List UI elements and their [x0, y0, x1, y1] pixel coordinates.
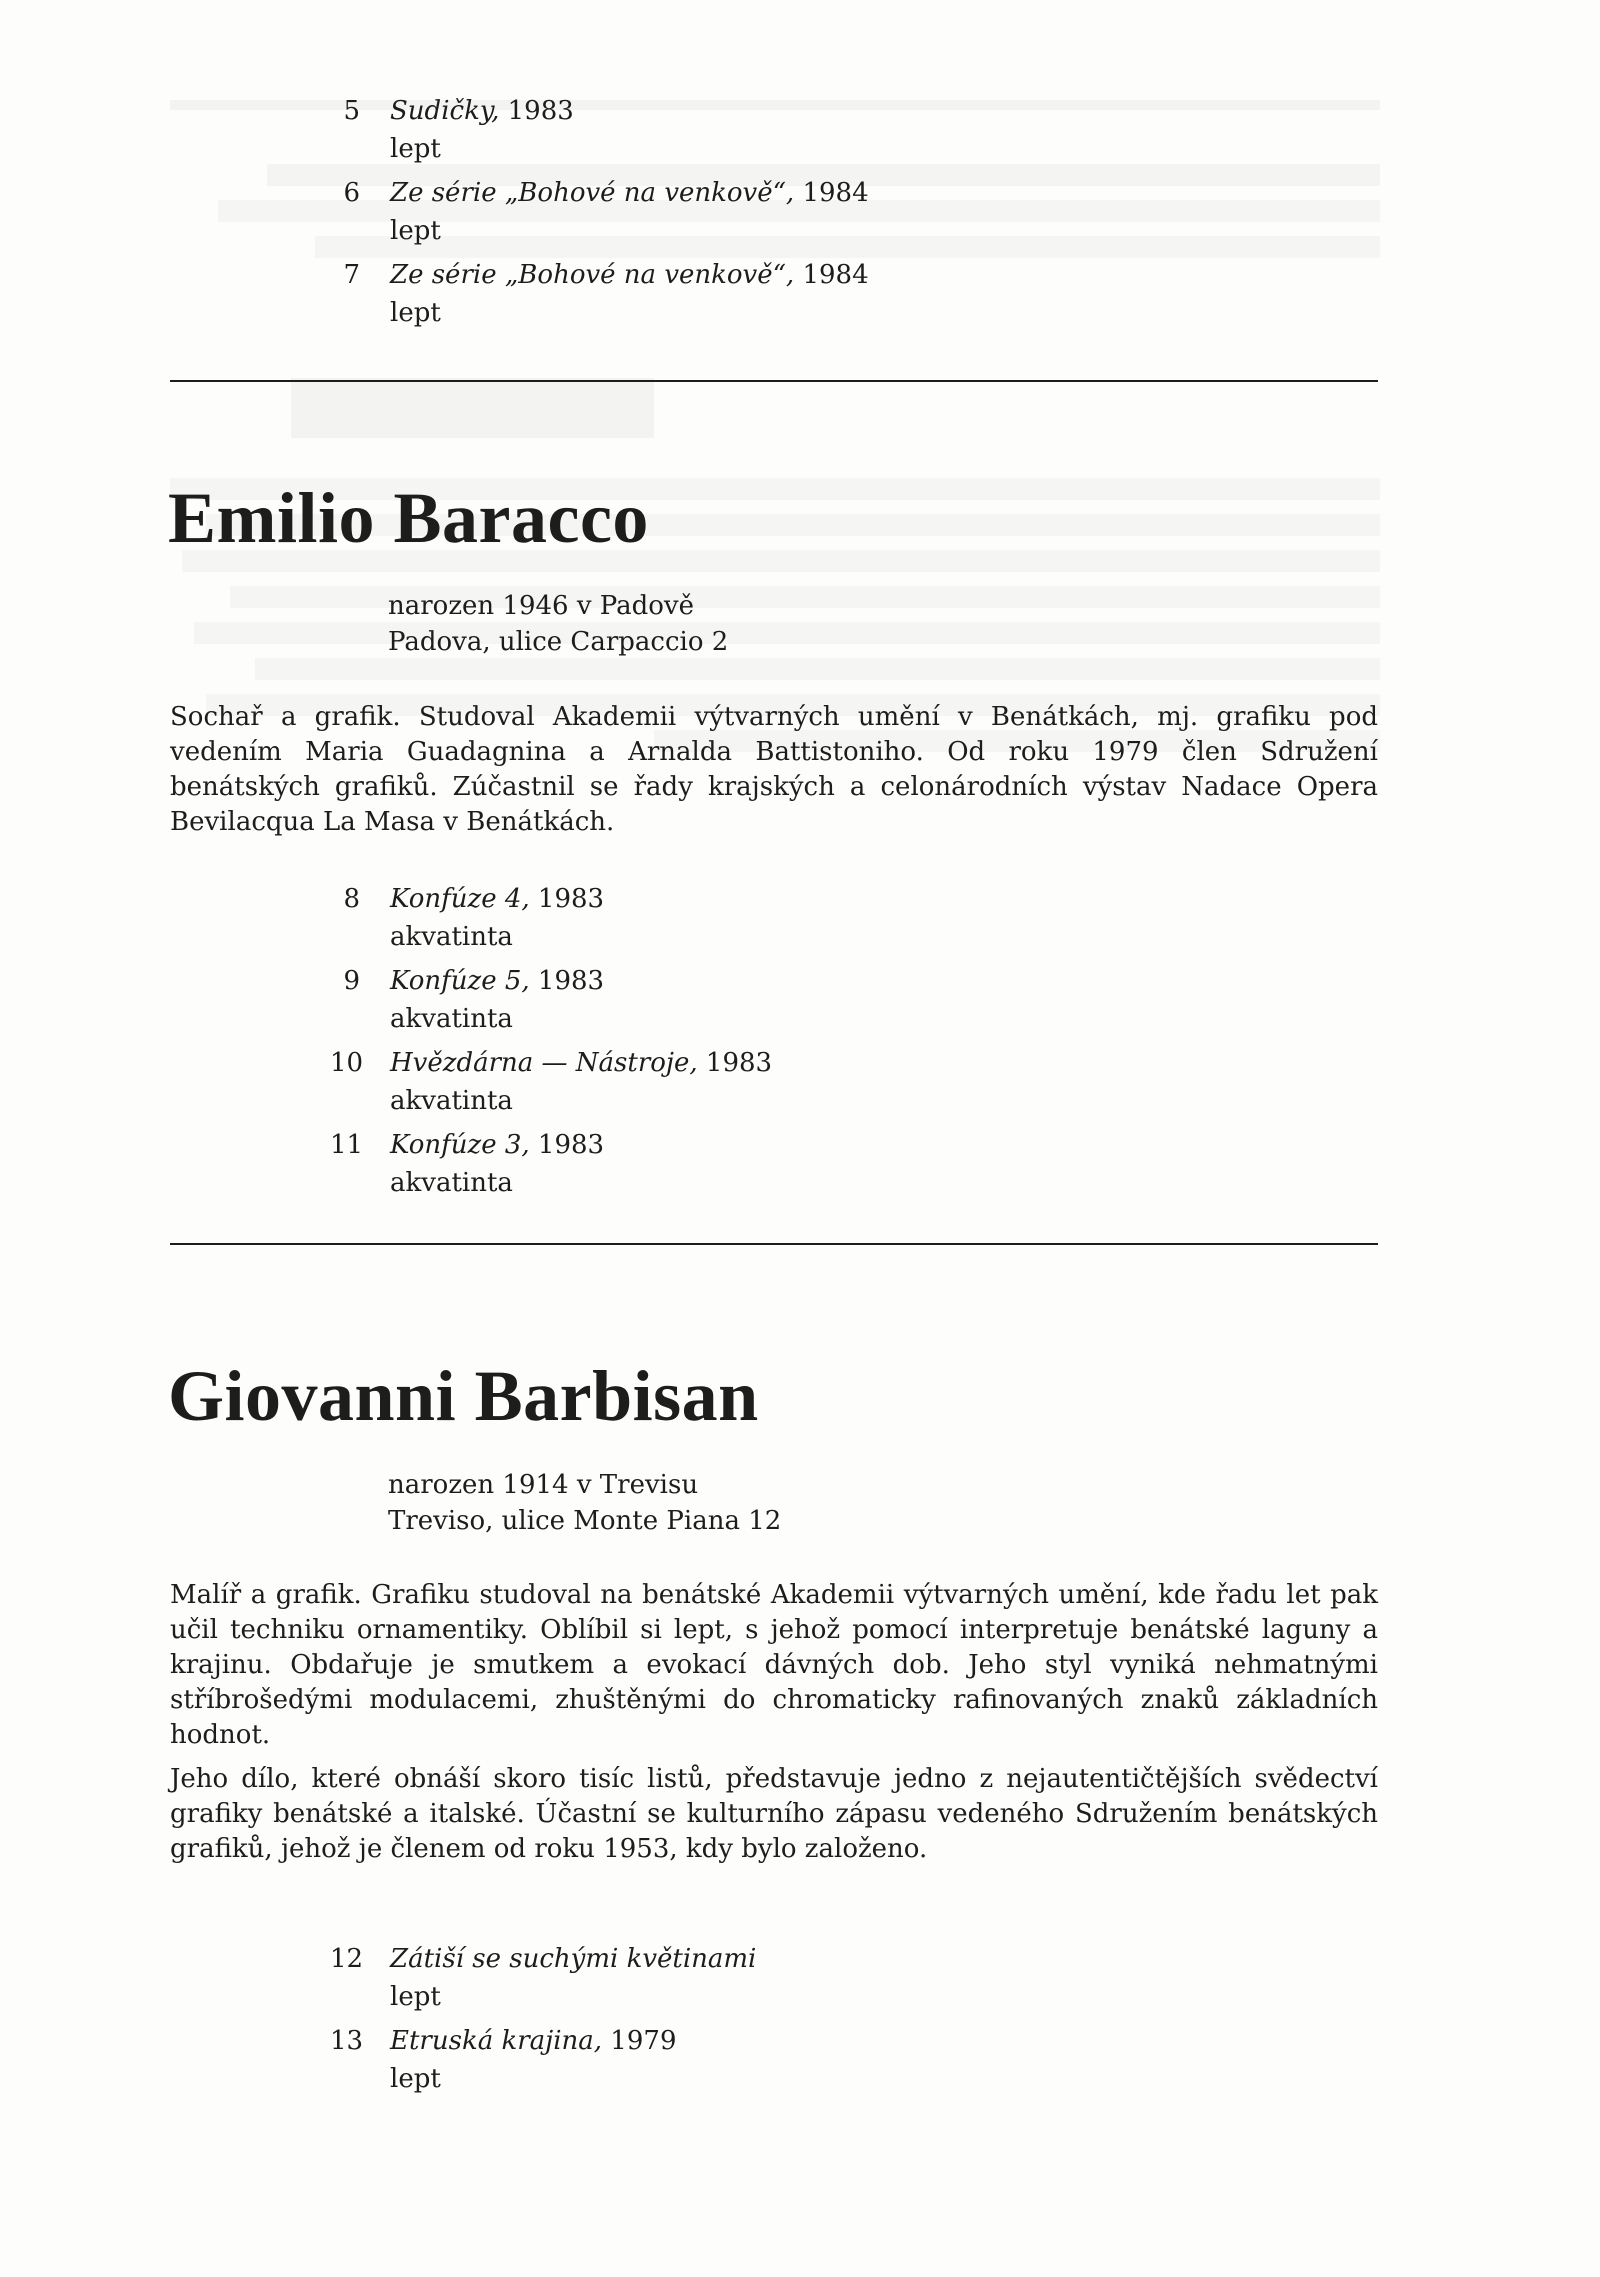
- work-title: Hvězdárna — Nástroje,: [390, 1048, 698, 1078]
- work-item: [330, 1940, 756, 2016]
- work-technique: akvatinta: [390, 922, 513, 952]
- work-title: Sudičky,: [390, 96, 500, 126]
- work-number: 11: [330, 1130, 364, 1160]
- work-technique: lept: [390, 2064, 441, 2094]
- work-item: [330, 962, 772, 1038]
- work-technique: lept: [390, 216, 441, 246]
- artist-name: Giovanni Barbisan: [168, 1356, 759, 1436]
- work-technique: lept: [390, 298, 441, 328]
- work-number: 8: [343, 884, 360, 914]
- work-number: 7: [343, 260, 360, 290]
- artist-details: [388, 588, 728, 660]
- works-list-top: [330, 92, 869, 338]
- section-divider: [170, 380, 1378, 382]
- work-title: Ze série „Bohové na venkově“,: [390, 178, 795, 208]
- work-year: 1983: [529, 884, 605, 914]
- work-title: Etruská krajina,: [390, 2026, 603, 2056]
- work-year: 1983: [529, 966, 605, 996]
- work-item: [330, 256, 869, 332]
- work-technique: akvatinta: [390, 1086, 513, 1116]
- work-technique: akvatinta: [390, 1168, 513, 1198]
- work-item: [330, 2022, 756, 2098]
- work-item: [330, 92, 869, 168]
- work-year: 1984: [794, 178, 869, 208]
- work-number: 9: [343, 966, 360, 996]
- artist-birth: narozen 1914 v Trevisu: [388, 1470, 699, 1500]
- work-year: 1979: [602, 2026, 677, 2056]
- work-year: 1983: [529, 1130, 605, 1160]
- work-number: 6: [343, 178, 360, 208]
- work-item: [330, 174, 869, 250]
- work-item: [330, 1044, 772, 1120]
- work-item: [330, 880, 772, 956]
- work-number: 13: [330, 2026, 364, 2056]
- work-year: 1983: [499, 96, 574, 126]
- works-list: [330, 880, 772, 1208]
- artist-birth: narozen 1946 v Padově: [388, 591, 695, 621]
- work-title: Ze série „Bohové na venkově“,: [390, 260, 795, 290]
- work-year: 1983: [697, 1048, 773, 1078]
- work-title: Konfúze 5,: [390, 966, 530, 996]
- work-title: Konfúze 4,: [390, 884, 530, 914]
- work-technique: lept: [390, 1982, 441, 2012]
- artist-biography: Sochař a grafik. Studoval Akademii výtvarných umění v Benátkách, mj. grafiku pod vedením Maria Guadagnina a Arnalda Battistoniho. Od roku 1979 člen Sdružení benátských grafiků. Zúčastnil se řady krajských a celonárodních výstav Nadace Opera Bevilacqua La Masa v Benátkách.: [170, 702, 1378, 837]
- artist-biography: Malíř a grafik. Grafiku studoval na benátské Akademii výtvarných umění, kde řadu let pak učil techniku ornamentiky. Oblíbil si lept, s jehož pomocí interpretuje benátské laguny a krajinu. Obdařuje je smutkem a evokací dávných dob. Jeho styl vyniká nehmatnými stříbrošedými modulacemi, zhuštěnými do chromaticky rafinovaných znaků základních hodnot.: [170, 1580, 1378, 1750]
- artist-biography-continued: Jeho dílo, které obnáší skoro tisíc listů, představuje jedno z nejautentičtějších svědectví grafiky benátské a italské. Účastní se kulturního zápasu vedeného Sdružením benátských grafiků, jehož je členem od roku 1953, kdy bylo založeno.: [170, 1764, 1378, 1864]
- work-technique: lept: [390, 134, 441, 164]
- work-year: 1984: [794, 260, 869, 290]
- works-list: [330, 1940, 756, 2104]
- work-number: 5: [343, 96, 360, 126]
- section-divider: [170, 1243, 1378, 1245]
- work-title: Konfúze 3,: [390, 1130, 530, 1160]
- work-item: [330, 1126, 772, 1202]
- work-number: 12: [330, 1944, 364, 1974]
- artist-address: Padova, ulice Carpaccio 2: [388, 627, 729, 657]
- work-number: 10: [330, 1048, 364, 1078]
- artist-address: Treviso, ulice Monte Piana 12: [388, 1506, 782, 1536]
- work-technique: akvatinta: [390, 1004, 513, 1034]
- work-title: Zátiší se suchými květinami: [390, 1944, 757, 1974]
- artist-name: Emilio Baracco: [168, 478, 649, 558]
- artist-details: [388, 1467, 781, 1539]
